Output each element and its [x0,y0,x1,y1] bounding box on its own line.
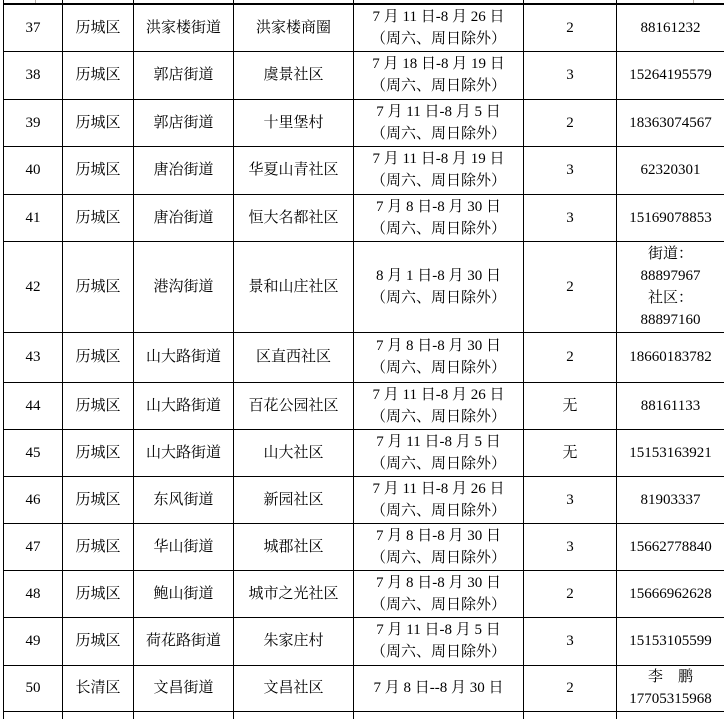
cell-row-number: 47 [4,523,63,570]
cell-row-number: 40 [4,146,63,194]
cell-district: 历城区 [63,4,134,51]
cell-community: 新园社区 [234,476,354,523]
cell-row-number: 39 [4,99,63,146]
cell-contact-phone-line: 15264195579 [629,67,712,83]
cell-contact-phone-line: 18363074567 [629,114,712,131]
cell-row-number: 48 [4,570,63,617]
cell-window-count: 无 [524,429,617,476]
cell-schedule-dates [354,570,524,617]
cell-contact-phone-line: 88897160 [640,311,701,328]
cell-community: 百花公园社区 [234,382,354,429]
cell-community: 华夏山青社区 [234,146,354,194]
cell-district: 历城区 [63,382,134,429]
cell-row-number: 45 [4,429,63,476]
cell-community: 恒大名都社区 [234,194,354,241]
cell-schedule-dates-line: 7 月 11 日-8 月 5 日 [376,433,501,450]
cell-schedule-dates [354,51,524,99]
cell-contact-phone-line: 18660183782 [629,349,712,365]
cell-district: 长清区 [63,665,134,711]
cell-community: 十里堡村 [234,99,354,146]
cell-district: 历城区 [63,476,134,523]
cell-street: 郭店街道 [134,99,234,146]
cell-schedule-dates [354,241,524,332]
cell-schedule-dates-line: （周六、周日除外） [370,220,506,237]
table-row [4,570,725,617]
cell-contact-phone [617,617,725,665]
cell-schedule-dates-line: 7 月 11 日-8 月 19 日 [372,151,505,167]
cell-schedule-dates-line: （周六、周日除外） [370,408,506,425]
cell-schedule-dates-line: 7 月 8 日-8 月 30 日 [376,527,501,544]
cell-schedule-dates [354,429,524,476]
cell-street: 唐冶街道 [134,194,234,241]
cell-street: 港沟街道 [134,241,234,332]
table-row [4,146,725,194]
cell-community: 景和山庄社区 [234,241,354,332]
cell-schedule-dates [354,382,524,429]
cell-contact-phone [617,476,725,523]
cell-street: 唐冶街道 [134,146,234,194]
cell-row-number: 43 [4,332,63,382]
cell-contact-phone-line: 社区： [647,289,693,306]
cell-window-count: 2 [524,665,617,711]
cell-street: 华山街道 [134,523,234,570]
partial-row-below [4,711,725,719]
table-row [4,194,725,241]
cell-street: 洪家楼街道 [134,4,234,51]
cell-schedule-dates [354,332,524,382]
table-row [4,382,725,429]
cell-street: 文昌街道 [134,665,234,711]
cell-contact-phone-line: 88161232 [640,19,701,36]
cell-contact-phone [617,4,725,51]
cell-row-number: 42 [4,241,63,332]
cell-contact-phone [617,570,725,617]
cell-schedule-dates-line: 8 月 1 日-8 月 30 日 [376,267,501,284]
cell-window-count: 3 [524,51,617,99]
cell-street: 山大路街道 [134,429,234,476]
cell-empty [524,711,617,719]
cell-district: 历城区 [63,429,134,476]
cell-schedule-dates-line: 7 月 18 日-8 月 19 日 [372,56,505,72]
cell-empty [4,711,63,719]
cell-contact-phone-line: 17705315968 [629,691,712,707]
cell-contact-phone [617,146,725,194]
cell-schedule-dates-line: （周六、周日除外） [370,289,506,306]
cell-window-count: 3 [524,194,617,241]
cell-contact-phone [617,51,725,99]
cell-street: 鲍山街道 [134,570,234,617]
cell-schedule-dates-line: 7 月 11 日-8 月 5 日 [376,622,501,638]
cell-district: 历城区 [63,523,134,570]
cell-schedule-dates-line: 7 月 8 日--8 月 30 日 [373,680,504,696]
cell-window-count: 2 [524,99,617,146]
cell-contact-phone-line: 街道： [647,245,693,262]
table-row [4,665,725,711]
schedule-table-body [4,0,725,719]
cell-community: 山大社区 [234,429,354,476]
schedule-table [3,0,724,719]
cell-empty [234,711,354,719]
cell-schedule-dates-line: （周六、周日除外） [370,78,506,94]
cell-schedule-dates-line: 7 月 11 日-8 月 26 日 [372,480,505,497]
cell-empty [63,711,134,719]
cell-contact-phone-line: 李 鹏 [647,669,693,685]
cell-window-count: 2 [524,332,617,382]
schedule-table-container [3,0,724,719]
cell-contact-phone [617,429,725,476]
table-row [4,523,725,570]
cell-schedule-dates-line: （周六、周日除外） [370,596,506,613]
cell-row-number: 37 [4,4,63,51]
cell-schedule-dates [354,194,524,241]
cell-row-number: 41 [4,194,63,241]
table-row [4,476,725,523]
cell-schedule-dates [354,146,524,194]
cell-row-number: 46 [4,476,63,523]
cell-schedule-dates [354,4,524,51]
cell-schedule-dates-line: 7 月 11 日-8 月 26 日 [372,386,505,403]
cell-contact-phone-line: 62320301 [640,162,701,178]
cell-schedule-dates [354,476,524,523]
table-row [4,241,725,332]
cell-district: 历城区 [63,570,134,617]
cell-window-count: 2 [524,241,617,332]
cell-schedule-dates [354,523,524,570]
cell-schedule-dates-line: （周六、周日除外） [370,455,506,472]
cell-community: 城市之光社区 [234,570,354,617]
cell-street: 郭店街道 [134,51,234,99]
cell-row-number: 44 [4,382,63,429]
cell-community: 区直西社区 [234,332,354,382]
cell-schedule-dates-line: 7 月 11 日-8 月 26 日 [372,8,505,25]
cell-street: 山大路街道 [134,382,234,429]
cell-district: 历城区 [63,99,134,146]
cell-community: 朱家庄村 [234,617,354,665]
cell-window-count: 无 [524,382,617,429]
cell-schedule-dates-line: （周六、周日除外） [370,644,506,660]
cell-schedule-dates-line: （周六、周日除外） [370,173,506,189]
cell-contact-phone [617,194,725,241]
table-row [4,99,725,146]
cell-district: 历城区 [63,146,134,194]
cell-contact-phone [617,99,725,146]
cell-empty [134,711,234,719]
cell-district: 历城区 [63,241,134,332]
cell-row-number: 38 [4,51,63,99]
cell-community: 城郡社区 [234,523,354,570]
table-row [4,51,725,99]
cell-schedule-dates-line: 7 月 8 日-8 月 30 日 [376,198,501,215]
cell-window-count: 3 [524,146,617,194]
cell-contact-phone-line: 15666962628 [629,585,712,602]
table-row [4,332,725,382]
cell-schedule-dates-line: （周六、周日除外） [370,502,506,519]
cell-contact-phone-line: 88897967 [640,267,701,284]
cell-contact-phone [617,332,725,382]
cell-row-number: 49 [4,617,63,665]
table-row [4,4,725,51]
cell-window-count: 3 [524,617,617,665]
cell-schedule-dates-line: （周六、周日除外） [370,30,506,47]
cell-schedule-dates-line: （周六、周日除外） [370,549,506,566]
cell-contact-phone [617,523,725,570]
cell-row-number: 50 [4,665,63,711]
cell-contact-phone [617,241,725,332]
cell-contact-phone-line: 81903337 [640,491,701,508]
cell-community: 虞景社区 [234,51,354,99]
cell-community: 洪家楼商圈 [234,4,354,51]
cell-schedule-dates [354,665,524,711]
cell-district: 历城区 [63,332,134,382]
cell-window-count: 2 [524,570,617,617]
cell-schedule-dates [354,99,524,146]
cell-contact-phone-line: 15169078853 [629,209,712,226]
cell-district: 历城区 [63,194,134,241]
cell-contact-phone-line: 15662778840 [629,538,712,555]
cell-schedule-dates-line: 7 月 8 日-8 月 30 日 [376,574,501,591]
table-row [4,429,725,476]
cell-contact-phone-line: 15153105599 [629,633,712,649]
cell-schedule-dates-line: 7 月 11 日-8 月 5 日 [376,103,501,120]
table-row [4,617,725,665]
cell-district: 历城区 [63,51,134,99]
cell-street: 山大路街道 [134,332,234,382]
cell-schedule-dates-line: 7 月 8 日-8 月 30 日 [376,338,501,354]
cell-empty [617,711,725,719]
cell-contact-phone [617,665,725,711]
cell-street: 东风街道 [134,476,234,523]
cell-community: 文昌社区 [234,665,354,711]
cell-window-count: 3 [524,523,617,570]
cell-contact-phone [617,382,725,429]
cell-window-count: 3 [524,476,617,523]
cell-district: 历城区 [63,617,134,665]
cell-schedule-dates [354,617,524,665]
cell-contact-phone-line: 15153163921 [629,444,712,461]
cell-schedule-dates-line: （周六、周日除外） [370,360,506,376]
cell-street: 荷花路街道 [134,617,234,665]
cell-window-count: 2 [524,4,617,51]
cell-contact-phone-line: 88161133 [640,397,701,414]
cell-schedule-dates-line: （周六、周日除外） [370,125,506,142]
cell-empty [354,711,524,719]
